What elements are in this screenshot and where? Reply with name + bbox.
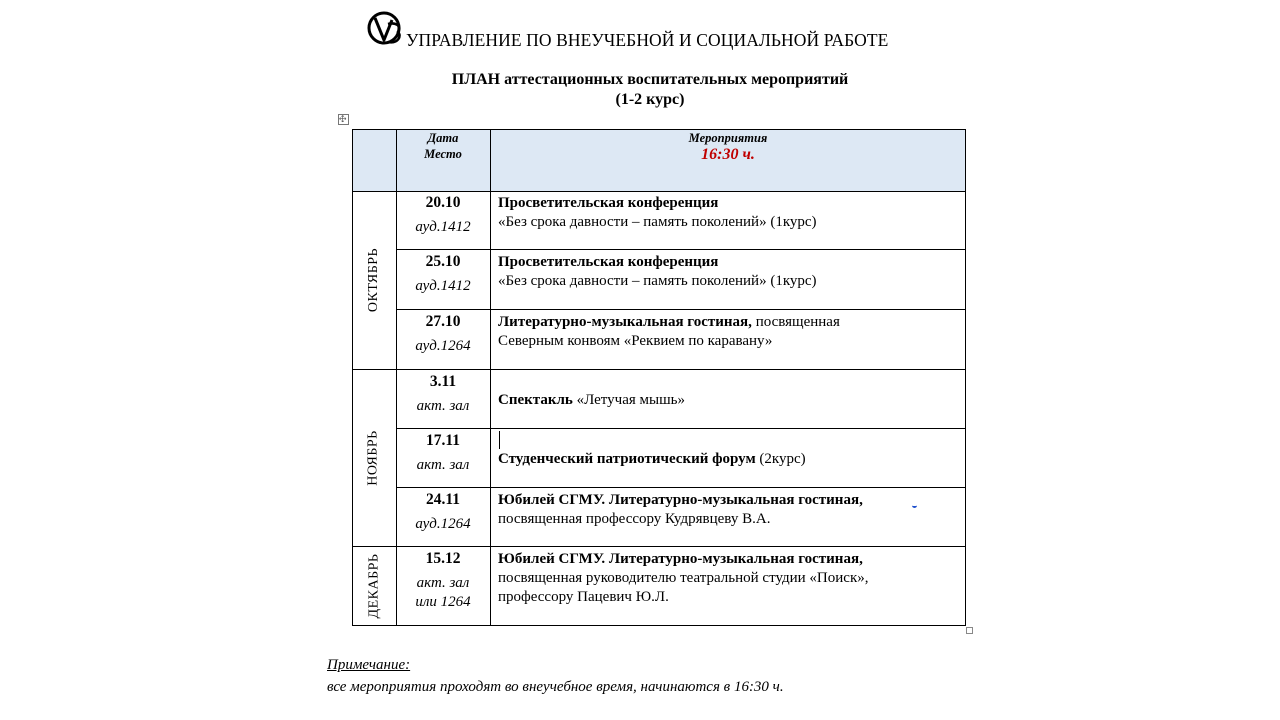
event-title: Литературно-музыкальная гостиная, [498, 314, 752, 330]
event-date: 25.10 [425, 253, 461, 270]
note-text: все мероприятия проходят во внеучебное время, начинаются в 16:30 ч. [327, 679, 784, 695]
row-date-place [396, 429, 490, 474]
event-date: 27.10 [425, 313, 461, 330]
event-description [498, 253, 958, 291]
event-details: «Без срока давности – память поколений» (1курс) [498, 273, 817, 289]
header-date-place [396, 129, 490, 162]
event-title: Просветительская конференция [498, 254, 719, 270]
events-table [352, 129, 966, 626]
event-description [498, 313, 958, 351]
event-description [498, 194, 958, 232]
header-events-label: Мероприятия [688, 131, 768, 145]
event-place: ауд.1264 [415, 338, 471, 354]
event-details: посвященная руководителю театральной студии «Поиск», [498, 570, 869, 586]
event-title-rest: (2курс) [755, 451, 806, 467]
event-details: Северным конвоям «Реквием по каравану» [498, 333, 773, 349]
event-place: акт. зал [416, 457, 470, 473]
event-date: 3.11 [429, 373, 457, 390]
table-move-handle[interactable] [338, 114, 349, 125]
document-header [366, 10, 966, 50]
month-november: НОЯБРЬ [366, 429, 382, 486]
note-label: Примечание: [327, 657, 411, 673]
event-description [498, 550, 958, 607]
event-details: посвященная профессору Кудрявцеву В.А. [498, 511, 771, 527]
event-date: 24.11 [425, 491, 461, 508]
event-place: акт. зал [416, 398, 470, 414]
row-date-place [396, 191, 490, 236]
event-place: акт. зал или 1264 [415, 575, 471, 610]
event-title: Студенческий патриотический форум [498, 451, 756, 467]
event-description [498, 391, 958, 410]
text-cursor [499, 431, 500, 449]
event-title-rest: «Летучая мышь» [572, 392, 685, 408]
event-title-rest: посвященная [751, 314, 840, 330]
event-details: «Без срока давности – память поколений» (1курс) [498, 214, 817, 230]
row-date-place [396, 370, 490, 415]
move-icon [339, 115, 348, 124]
event-title: Юбилей СГМУ. Литературно-музыкальная гостиная, [498, 551, 863, 567]
event-description [498, 450, 958, 469]
event-place: ауд.1412 [415, 219, 471, 235]
row-date-place [396, 547, 490, 612]
spellcheck-mark [912, 503, 917, 508]
row-date-place [396, 250, 490, 295]
month-december: ДЕКАБРЬ [366, 553, 382, 618]
university-logo-icon [366, 10, 406, 50]
event-place: ауд.1264 [415, 516, 471, 532]
header-place-label: Место [424, 147, 462, 161]
event-date: 17.11 [425, 432, 461, 449]
org-title: УПРАВЛЕНИЕ ПО ВНЕУЧЕБНОЙ И СОЦИАЛЬНОЙ РАБОТЕ [406, 30, 889, 50]
event-details-line3: профессору Пацевич Ю.Л. [498, 589, 669, 605]
event-title: Спектакль [498, 392, 573, 408]
row-date-place [396, 310, 490, 355]
note [327, 654, 784, 698]
event-date: 15.12 [425, 550, 461, 567]
table-resize-handle[interactable] [966, 627, 973, 634]
plan-title: ПЛАН аттестационных воспитательных мероприятий [451, 71, 849, 88]
event-title: Юбилей СГМУ. Литературно-музыкальная гостиная, [498, 492, 863, 508]
header-date-label: Дата [427, 131, 459, 145]
header-time: 16:30 ч. [701, 146, 755, 163]
event-place: ауд.1412 [415, 278, 471, 294]
plan-subtitle: (1-2 курс) [615, 91, 685, 108]
header-events [490, 129, 966, 164]
row-date-place [396, 488, 490, 533]
event-description [498, 491, 958, 529]
month-october: ОКТЯБРЬ [366, 247, 382, 313]
event-date: 20.10 [425, 194, 461, 211]
event-title: Просветительская конференция [498, 195, 719, 211]
